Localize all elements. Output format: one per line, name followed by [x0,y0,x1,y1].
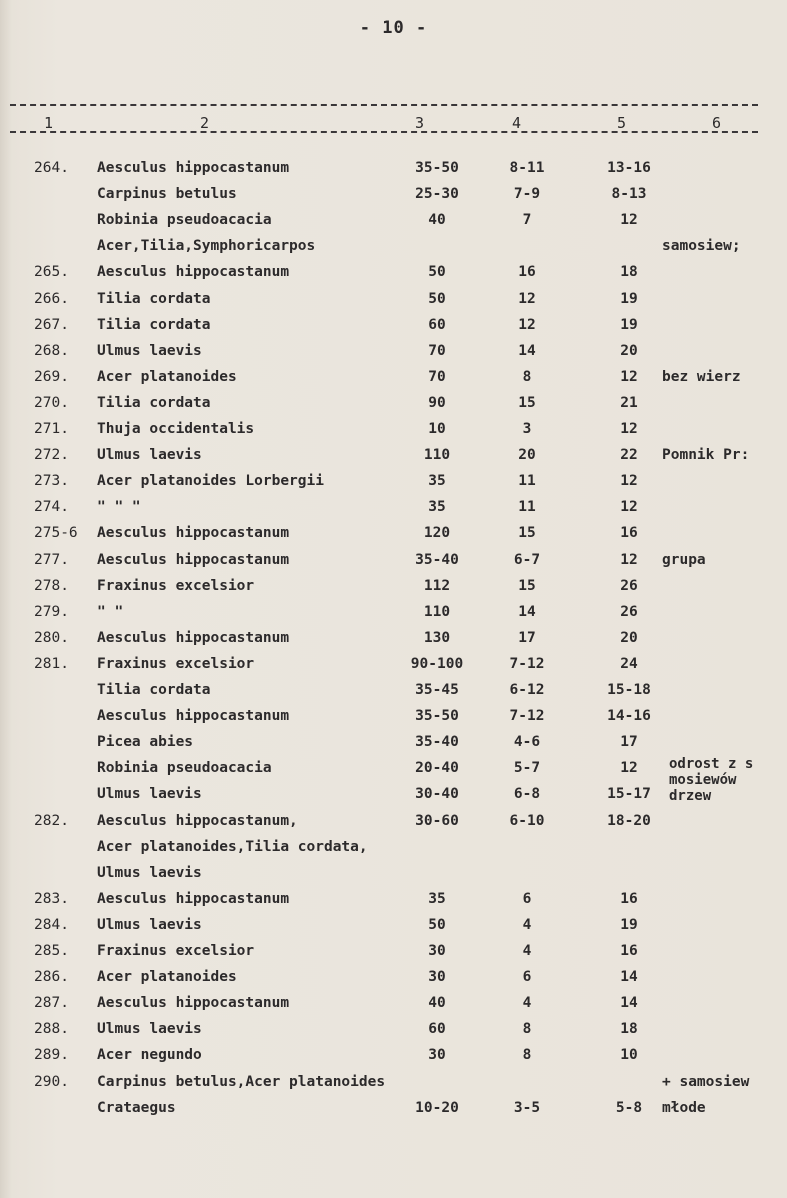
col3-value: 40 [428,995,446,1012]
col3-value: 90-100 [410,655,464,672]
row-number: 278. [34,577,69,594]
col5-value: 5-8 [615,1099,643,1116]
table-row [0,891,787,917]
row-number: 274. [34,499,69,516]
col4-value: 4 [522,943,532,959]
species-name: Acer,Tilia,Symphoricarpos [97,238,316,255]
col4-value: 4 [522,995,532,1012]
col5-value: 8-13 [611,186,647,203]
col5-value: 19 [620,916,638,933]
col3-value: 110 [423,603,451,620]
col4-value: 4 [522,916,532,933]
species-name: Aesculus hippocastanum [97,890,290,907]
col3-value: 120 [423,525,451,542]
col-header-4: 4 [512,114,522,132]
table-row [0,186,787,212]
species-name: Aesculus hippocastanum [97,525,290,542]
remark: Pomnik Pr: [662,447,750,464]
col5-value: 24 [620,655,638,672]
col5-value: 14 [620,969,638,986]
row-number: 269. [34,368,69,385]
col-header-1: 1 [44,114,54,132]
col4-value: 20 [518,447,536,464]
col3-value: 25-30 [415,186,459,203]
col5-value: 19 [620,316,638,333]
col4-value: 12 [518,290,536,307]
col5-value: 20 [620,629,638,646]
row-number: 273. [34,473,69,490]
col5-value: 12 [620,499,638,516]
col4-value: 15 [518,394,536,411]
col3-value: 112 [423,577,451,594]
table-row [0,917,787,943]
col5-value: 18-20 [607,812,651,829]
table-row [0,943,787,969]
header-rule-top [10,104,758,106]
row-number: 281. [34,655,69,672]
col3-value: 35 [428,890,446,907]
side-note: odrost z s mosiewów drzew [669,756,754,804]
col4-value: 17 [518,629,536,646]
table-row [0,1021,787,1047]
col4-value: 6-12 [509,682,545,698]
col4-value: 8 [522,1047,532,1064]
species-name: Robinia pseudoacacia [97,212,272,229]
species-name: " " " [97,499,141,516]
species-name: Aesculus hippocastanum [97,995,290,1012]
table-row [0,525,787,551]
table-row [0,447,787,473]
species-name: Acer platanoides [97,368,237,385]
species-name: Acer platanoides Lorbergii [97,473,324,490]
table-row [0,552,787,578]
table-row [0,1047,787,1073]
col5-value: 12 [620,421,638,437]
remark: + samosiew [662,1073,750,1090]
col4-value: 7-12 [509,708,545,725]
col5-value: 16 [620,890,638,907]
col-header-6: 6 [712,114,722,132]
col5-value: 12 [620,473,638,490]
row-number: 277. [34,551,69,568]
col3-value: 60 [428,1021,446,1038]
remark: bez wierz [662,368,741,385]
col3-value: 30 [428,943,446,959]
row-number: 272. [34,447,69,464]
col4-value: 14 [518,342,536,359]
row-number: 264. [34,160,69,176]
col4-value: 8 [522,1021,532,1038]
species-name: Aesculus hippocastanum [97,160,290,176]
table-row [0,656,787,682]
table-row [0,421,787,447]
species-name: Fraxinus excelsior [97,577,255,594]
row-number: 286. [34,969,69,986]
col3-value: 20-40 [415,760,459,777]
col5-value: 18 [620,264,638,281]
species-name: Crataegus [97,1099,176,1116]
col5-value: 12 [620,760,638,777]
col5-value: 18 [620,1021,638,1038]
col5-value: 13-16 [607,160,651,176]
col5-value: 16 [620,943,638,959]
col3-value: 50 [428,264,446,281]
col5-value: 14 [620,995,638,1012]
table-row [0,395,787,421]
species-name: Acer negundo [97,1047,202,1064]
species-name: Carpinus betulus [97,186,237,203]
col5-value: 17 [620,734,638,751]
col4-value: 12 [518,316,536,333]
col4-value: 8 [522,368,532,385]
col3-value: 35-50 [415,160,459,176]
col3-value: 70 [428,342,446,359]
col5-value: 14-16 [607,708,651,725]
col3-value: 35-40 [415,551,459,568]
col5-value: 10 [620,1047,638,1064]
col5-value: 12 [620,551,638,568]
species-name: Picea abies [97,734,194,751]
species-name: Fraxinus excelsior [97,655,255,672]
table-row [0,1100,787,1126]
species-name: Ulmus laevis [97,786,202,803]
table-row [0,630,787,656]
col4-value: 15 [518,525,536,542]
row-number: 290. [34,1073,69,1090]
col-header-5: 5 [617,114,627,132]
row-number: 267. [34,316,69,333]
col3-value: 35 [428,499,446,516]
col3-value: 60 [428,316,446,333]
row-number: 280. [34,629,69,646]
col4-value: 6-10 [509,812,545,829]
col4-value: 4-6 [513,734,541,751]
col3-value: 35-40 [415,734,459,751]
col3-value: 30-60 [415,812,459,829]
col3-value: 50 [428,916,446,933]
col3-value: 10 [428,421,446,437]
col5-value: 26 [620,577,638,594]
col4-value: 5-7 [513,760,541,777]
row-number: 284. [34,916,69,933]
species-name: Aesculus hippocastanum [97,264,290,281]
table-row [0,369,787,395]
col3-value: 110 [423,447,451,464]
col5-value: 16 [620,525,638,542]
col-header-3: 3 [415,114,425,132]
col5-value: 15-17 [607,786,651,803]
row-number: 283. [34,890,69,907]
table-row [0,839,787,865]
remark: młode [662,1099,706,1116]
species-name: Aesculus hippocastanum [97,629,290,646]
header-rule-bottom [10,131,758,133]
col4-value: 3 [522,421,532,437]
row-number: 270. [34,394,69,411]
col3-value: 35-50 [415,708,459,725]
species-name: Aesculus hippocastanum [97,551,290,568]
col3-value: 130 [423,629,451,646]
species-name: Tilia cordata [97,682,211,698]
species-name: Tilia cordata [97,290,211,307]
species-name: Tilia cordata [97,394,211,411]
table-row [0,238,787,264]
remark: grupa [662,551,706,568]
col4-value: 15 [518,577,536,594]
species-name: Acer platanoides [97,969,237,986]
species-name: Acer platanoides,Tilia cordata, [97,838,368,855]
table-row [0,813,787,839]
col4-value: 6 [522,890,532,907]
species-name: Aesculus hippocastanum, [97,812,298,829]
col4-value: 7-12 [509,655,545,672]
col3-value: 40 [428,212,446,229]
species-name: Ulmus laevis [97,1021,202,1038]
table-row [0,995,787,1021]
col5-value: 22 [620,447,638,464]
col4-value: 11 [518,499,536,516]
species-name: " " [97,603,124,620]
row-number: 271. [34,421,69,437]
remark: samosiew; [662,238,741,255]
col4-value: 14 [518,603,536,620]
species-name: Tilia cordata [97,316,211,333]
col3-value: 30 [428,1047,446,1064]
table-row [0,212,787,238]
page-number: - 10 - [359,18,428,38]
table-row [0,343,787,369]
col5-value: 19 [620,290,638,307]
row-number: 279. [34,603,69,620]
col3-value: 30-40 [415,786,459,803]
col3-value: 70 [428,368,446,385]
species-name: Carpinus betulus,Acer platanoides [97,1073,386,1090]
table-row [0,291,787,317]
col4-value: 3-5 [513,1099,541,1116]
col4-value: 8-11 [509,160,545,176]
row-number: 288. [34,1021,69,1038]
col5-value: 21 [620,394,638,411]
species-name: Ulmus laevis [97,864,202,881]
col3-value: 10-20 [415,1099,459,1116]
col3-value: 35 [428,473,446,490]
species-name: Ulmus laevis [97,447,202,464]
species-name: Ulmus laevis [97,342,202,359]
col4-value: 6 [522,969,532,986]
table-row [0,264,787,290]
col5-value: 12 [620,368,638,385]
col5-value: 15-18 [607,682,651,698]
col4-value: 7-9 [513,186,541,203]
row-number: 268. [34,342,69,359]
table-row [0,160,787,186]
table-row [0,708,787,734]
table-row [0,865,787,891]
table-row [0,1074,787,1100]
col5-value: 12 [620,212,638,229]
row-number: 266. [34,290,69,307]
table-row [0,317,787,343]
col3-value: 50 [428,290,446,307]
table-row [0,578,787,604]
table-row [0,499,787,525]
col4-value: 7 [522,212,532,229]
table-row [0,473,787,499]
row-number: 287. [34,995,69,1012]
row-number: 285. [34,943,69,959]
col3-value: 35-45 [415,682,459,698]
col4-value: 6-7 [513,551,541,568]
row-number: 282. [34,812,69,829]
col5-value: 20 [620,342,638,359]
species-name: Aesculus hippocastanum [97,708,290,725]
col3-value: 30 [428,969,446,986]
col4-value: 6-8 [513,786,541,803]
species-name: Thuja occidentalis [97,421,255,437]
col4-value: 16 [518,264,536,281]
row-number: 275-6 [34,525,78,542]
table-row [0,604,787,630]
col4-value: 11 [518,473,536,490]
table-row [0,682,787,708]
row-number: 265. [34,264,69,281]
table-row [0,969,787,995]
species-name: Robinia pseudoacacia [97,760,272,777]
row-number: 289. [34,1047,69,1064]
col3-value: 90 [428,394,446,411]
species-name: Fraxinus excelsior [97,943,255,959]
col-header-2: 2 [200,114,210,132]
species-name: Ulmus laevis [97,916,202,933]
col5-value: 26 [620,603,638,620]
